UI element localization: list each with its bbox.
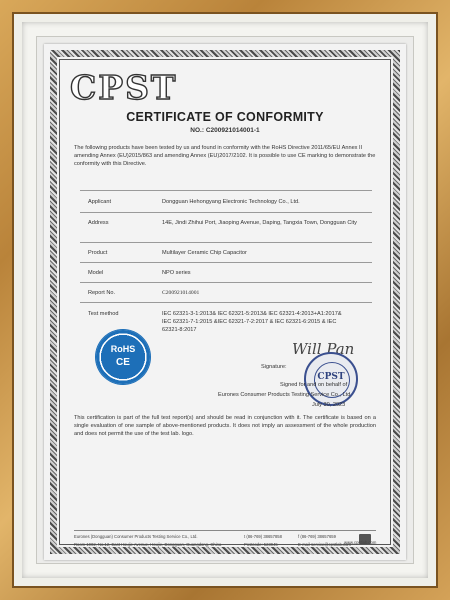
stamp-text: CPST [317, 372, 345, 382]
row-label-model: Model [88, 270, 104, 276]
divider [80, 262, 372, 263]
divider [80, 282, 372, 283]
divider [80, 302, 372, 303]
certificate-number: NO.: C200921014001-1 [190, 127, 260, 134]
certificate-content [66, 62, 384, 547]
footer-fax: f (86-769) 38657659 [298, 534, 336, 539]
footer-postcode: Postcode: 523945 [244, 542, 278, 547]
intro-paragraph: The following products have been tested by us and found in conformity with the RoHS Directive 2011/65/EU Annex II amending Annex (EU)2015/863 and amending Annex (EU)2017/2102. It is possible to use CE marking to demonstrate the conformity with this Directive. [74, 145, 376, 167]
footer-divider [74, 530, 376, 531]
signer-organization: Eurones Consumer Products Testing Service Co., Ltd [218, 392, 351, 398]
seal-ce-text: CE [116, 357, 130, 368]
handwritten-signature: Will Pan [292, 340, 355, 358]
disclaimer-paragraph: This certification is part of the full test report(s) and should be read in conjunction with it. The certificate is based on a single evaluation of one sample of above-mentioned products. It does not imply an assessment of the whole production and does not permit the use of the test lab. logo. [74, 415, 376, 437]
signature-label: Signature: [261, 364, 287, 370]
row-value-product: Multilayer Ceramic Chip Capacitor [162, 250, 247, 256]
row-label-test-method: Test method [88, 311, 119, 317]
row-value-test-method: IEC 62321-3-1:2013& IEC 62321-5:2013& IEC 62321-4:2013+A1:2017& IEC 62321-7-1:2015 &IEC 62321-7-2:2017 & IEC 62321-6:2015 & IEC 62321-8:2017 [162, 311, 342, 333]
row-value-address: 14E, Jindi Zhihui Port, Jiaoping Avenue, Daping, Tangxia Town, Dongguan City [162, 220, 357, 226]
certificate-date: July 30, 2023 [312, 402, 346, 408]
certificate-title: CERTIFICATE OF CONFORMITY [126, 110, 324, 124]
divider [80, 212, 372, 213]
row-label-applicant: Applicant [88, 199, 112, 205]
footer-email: E-mail service@cpstlab.com [298, 542, 351, 547]
divider [80, 190, 372, 191]
footer-org: Eurones (Dongguan) Consumer Products Testing Service Co., Ltd. [74, 534, 198, 539]
footer-tel: t (86-769) 38657858 [244, 534, 282, 539]
row-value-applicant: Dongguan Hehongyang Electronic Technology Co., Ltd. [162, 199, 300, 205]
rohs-ce-seal [96, 330, 150, 384]
row-label-address: Address [88, 220, 109, 226]
brand-logo: CPST [70, 68, 178, 107]
row-label-report: Report No. [88, 290, 116, 296]
seal-rohs-text: RoHS [110, 344, 136, 354]
divider [80, 242, 372, 243]
row-label-product: Product [88, 250, 108, 256]
footer-address: Room 1002, No.12, East Houjie Avenue, Houjie, Dongguan, Guangdong, China [74, 542, 222, 547]
row-value-report: C200921014001 [162, 290, 200, 296]
signer-role: Signed for and on behalf of [280, 382, 348, 388]
footer-web: www.cpstlab.com [344, 540, 377, 545]
row-value-model: NPO series [162, 270, 191, 276]
certificate-paper [44, 44, 406, 560]
